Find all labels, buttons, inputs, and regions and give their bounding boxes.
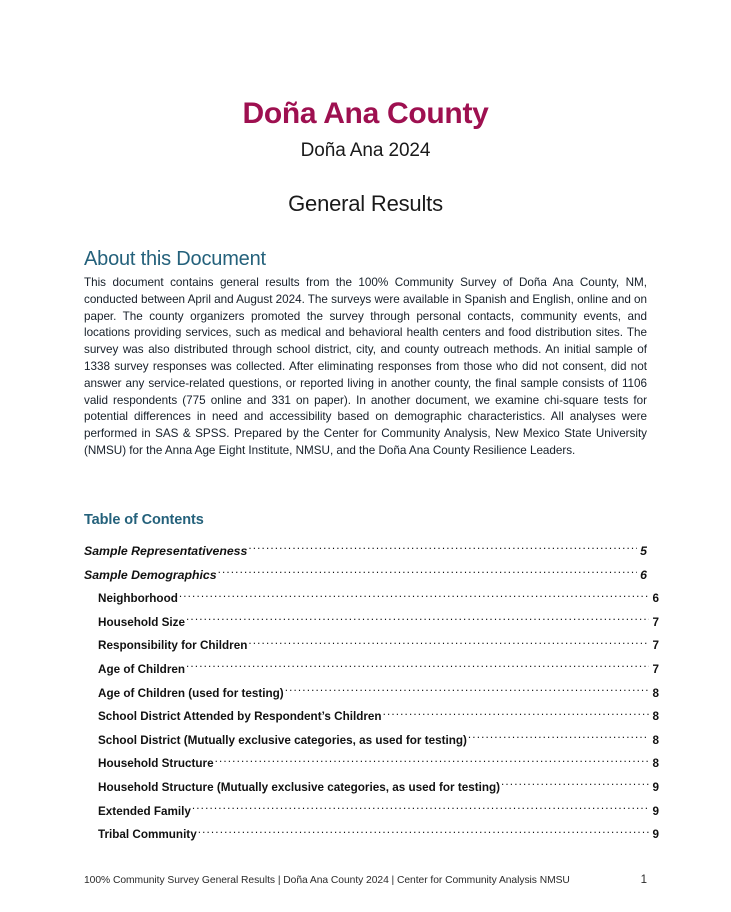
document-section-title: General Results: [288, 191, 443, 216]
toc-dot-leader: [218, 567, 637, 579]
toc-entry-page-number: 7: [652, 615, 659, 629]
toc-dot-leader: [215, 755, 649, 767]
toc-entry-page-number: 8: [652, 686, 659, 700]
toc-entry-label: Household Structure (Mutually exclusive categories, as used for testing): [98, 780, 501, 794]
toc-entry[interactable]: [84, 800, 661, 824]
toc-entry-label: Extended Family: [98, 804, 191, 818]
toc-entry[interactable]: [84, 752, 661, 776]
toc-entry-label: Age of Children (used for testing): [98, 686, 284, 700]
table-of-contents-list: [84, 540, 659, 847]
toc-entry[interactable]: [84, 634, 661, 658]
toc-entry[interactable]: [84, 823, 661, 847]
toc-dot-leader: [501, 779, 649, 791]
footer-text: 100% Community Survey General Results | Doña Ana County 2024 | Center for Community Analysis NMSU: [84, 875, 570, 886]
toc-entry[interactable]: [84, 587, 661, 611]
toc-entry-page-number: 7: [652, 662, 659, 676]
toc-entry-page-number: 8: [652, 757, 659, 771]
toc-entry-page-number: 8: [652, 733, 659, 747]
table-of-contents-section: [84, 511, 659, 847]
toc-entry-label: Responsibility for Children: [98, 639, 248, 653]
toc-dot-leader: [179, 590, 649, 602]
toc-entry[interactable]: [84, 658, 661, 682]
toc-dot-leader: [186, 614, 649, 626]
toc-entry-page-number: 8: [652, 710, 659, 724]
toc-entry-label: Age of Children: [98, 662, 186, 676]
toc-dot-leader: [198, 826, 649, 838]
toc-entry[interactable]: [84, 776, 661, 800]
toc-entry[interactable]: [84, 682, 661, 706]
toc-entry-label: Household Structure: [98, 757, 214, 771]
toc-entry-label: Neighborhood: [98, 592, 178, 606]
toc-entry-page-number: 6: [640, 567, 647, 582]
toc-entry[interactable]: [84, 564, 647, 588]
toc-dot-leader: [248, 543, 637, 555]
title-block: [84, 96, 647, 218]
toc-entry[interactable]: [84, 729, 661, 753]
toc-entry-page-number: 5: [640, 544, 647, 558]
toc-entry-label: Household Size: [98, 615, 186, 629]
toc-entry-page-number: 9: [652, 828, 659, 842]
about-this-document-section: [84, 247, 647, 460]
document-subtitle: Doña Ana 2024: [300, 140, 431, 161]
toc-entry-label: School District (Mutually exclusive categories, as used for testing): [98, 733, 467, 747]
about-body-paragraph: This document contains general results from the 100% Community Survey of Doña Ana County, NM, conducted between April and August 2024. The surveys were available in Spanish and English, online and on paper. The county organizers promoted the survey through personal contacts, community events, and locations providing services, such as medical and behavioral health centers and food distribution sites. The survey was also distributed through school district, city, and county outreach methods. An initial sample of 1338 survey responses was collected. After eliminating responses from those who did not consent, did not answer any service-related questions, or reported living in another county, the final sample consists of 1106 valid respondents (775 online and 331 on paper). In another document, we examine chi-square tests for potential differences in need and accessibility based on demographic characteristics. All analyses were performed in SAS & SPSS. Prepared by the Center for Community Analysis, New Mexico State University (NMSU) for the Anna Age Eight Institute, NMSU, and the Doña Ana County Resilience Leaders.: [84, 276, 647, 457]
table-of-contents-heading: Table of Contents: [84, 512, 204, 528]
toc-dot-leader: [468, 732, 649, 744]
toc-entry-page-number: 7: [652, 639, 659, 653]
toc-entry[interactable]: [84, 540, 647, 564]
toc-dot-leader: [192, 803, 649, 815]
toc-dot-leader: [285, 685, 649, 697]
toc-dot-leader: [383, 708, 649, 720]
toc-entry-page-number: 9: [652, 804, 659, 818]
toc-entry-label: Sample Representativeness: [84, 544, 248, 558]
document-title: Doña Ana County: [242, 97, 489, 130]
about-heading: About this Document: [84, 248, 266, 270]
toc-entry-label: School District Attended by Respondent’s Children: [98, 710, 382, 724]
footer-page-number: 1: [640, 874, 647, 886]
toc-entry-label: Sample Demographics: [84, 567, 217, 582]
toc-dot-leader: [248, 637, 649, 649]
toc-entry-page-number: 9: [652, 780, 659, 794]
toc-dot-leader: [186, 661, 649, 673]
toc-entry-page-number: 6: [652, 592, 659, 606]
page-footer: [84, 874, 647, 886]
toc-entry-label: Tribal Community: [98, 828, 197, 842]
toc-entry[interactable]: [84, 705, 661, 729]
toc-entry[interactable]: [84, 611, 661, 635]
